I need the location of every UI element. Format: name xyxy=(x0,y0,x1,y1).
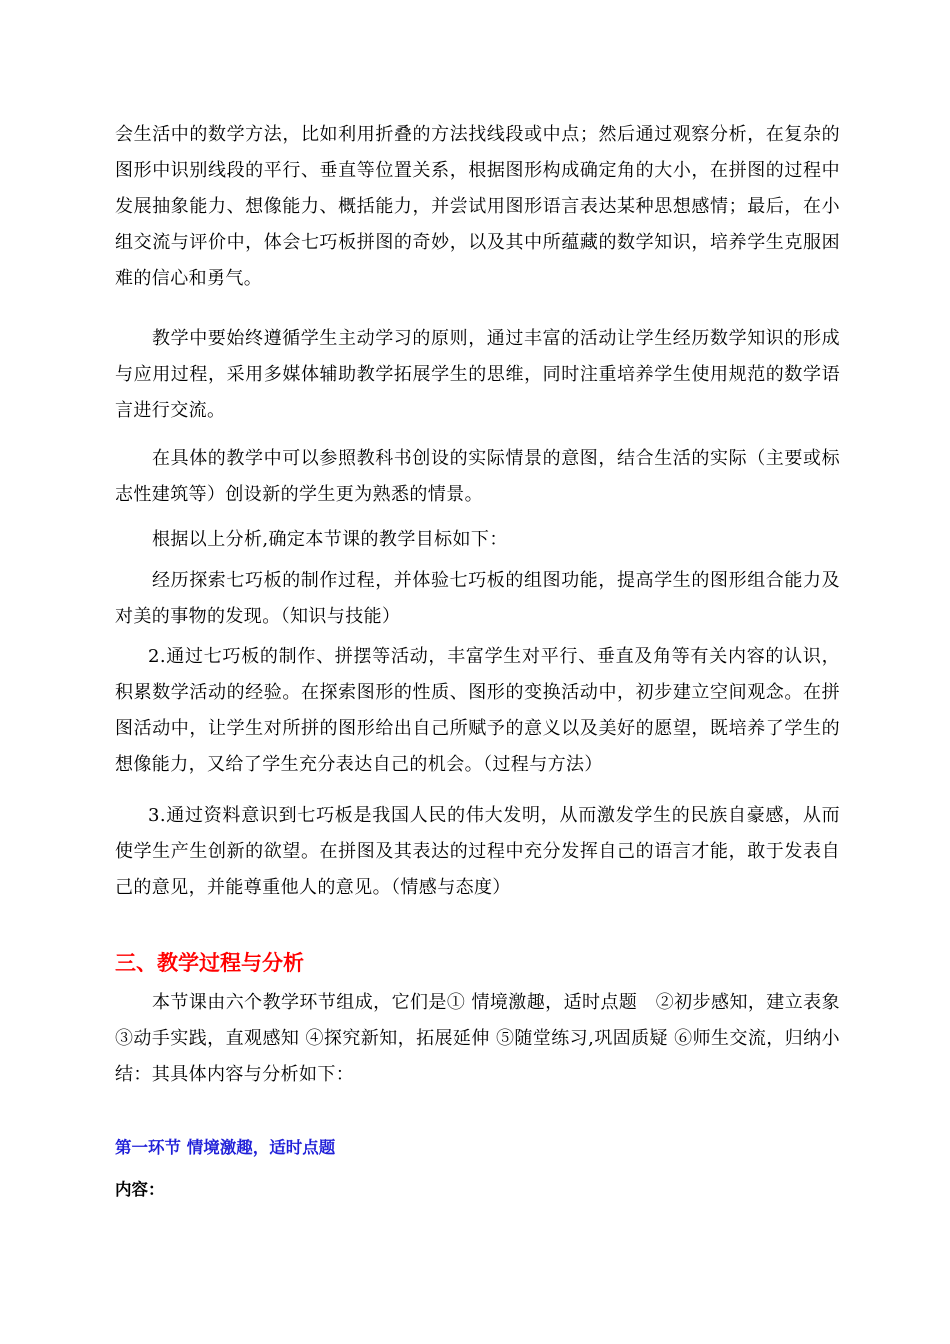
section-title-teaching-process: 三、教学过程与分析 xyxy=(115,951,304,975)
objective-knowledge-skills: 经历探索七巧板的制作过程，并体验七巧板的组图功能，提高学生的图形组合能力及对美的事物的发现。（知识与技能） xyxy=(115,570,840,627)
objective-process-methods: 2.通过七巧板的制作、拼摆等活动，丰富学生对平行、垂直及角等有关内容的认识，积累数学活动的经验。在探索图形的性质、图形的变换活动中，初步建立空间观念。在拼图活动中，让学生对所拼的图形给出自己所赋予的意义以及美好的愿望，既培养了学生的想像能力，又给了学生充分表达自己的机会。（过程与方法） xyxy=(115,646,840,775)
paragraph-teaching-principle: 教学中要始终遵循学生主动学习的原则，通过丰富的活动让学生经历数学知识的形成与应用过程，采用多媒体辅助教学拓展学生的思维，同时注重培养学生使用规范的数学语言进行交流。 xyxy=(115,328,840,421)
paragraph-specific-teaching: 在具体的教学中可以参照教科书创设的实际情景的意图，结合生活的实际（主要或标志性建筑等）创设新的学生更为熟悉的情景。 xyxy=(115,448,840,505)
content-label: 内容： xyxy=(115,1180,165,1199)
subsection-title-first-stage: 第一环节 情境激趣，适时点题 xyxy=(115,1138,336,1157)
paragraph-objectives-intro: 根据以上分析,确定本节课的教学目标如下： xyxy=(152,529,508,550)
paragraph-intro-continued: 会生活中的数学方法，比如利用折叠的方法找线段或中点；然后通过观察分析，在复杂的图形中识别线段的平行、垂直等位置关系，根据图形构成确定角的大小，在拼图的过程中发展抽象能力、想像能力、概括能力，并尝试用图形语言表达某种思想感情；最后，在小组交流与评价中，体会七巧板拼图的奇妙，以及其中所蕴藏的数学知识，培养学生克服困难的信心和勇气。 xyxy=(115,124,840,289)
paragraph-section-intro: 本节课由六个教学环节组成，它们是① 情境激趣，适时点题 ②初步感知，建立表象 ③动手实践，直观感知 ④探究新知，拓展延伸 ⑤随堂练习,巩固质疑 ⑥师生交流，归纳小结：其具体内容与分析如下： xyxy=(115,992,840,1085)
objective-emotion-attitude: 3.通过资料意识到七巧板是我国人民的伟大发明，从而激发学生的民族自豪感，从而使学生产生创新的欲望。在拼图及其表达的过程中充分发挥自己的语言才能，敢于发表自己的意见，并能尊重他人的意见。（情感与态度） xyxy=(115,805,840,898)
